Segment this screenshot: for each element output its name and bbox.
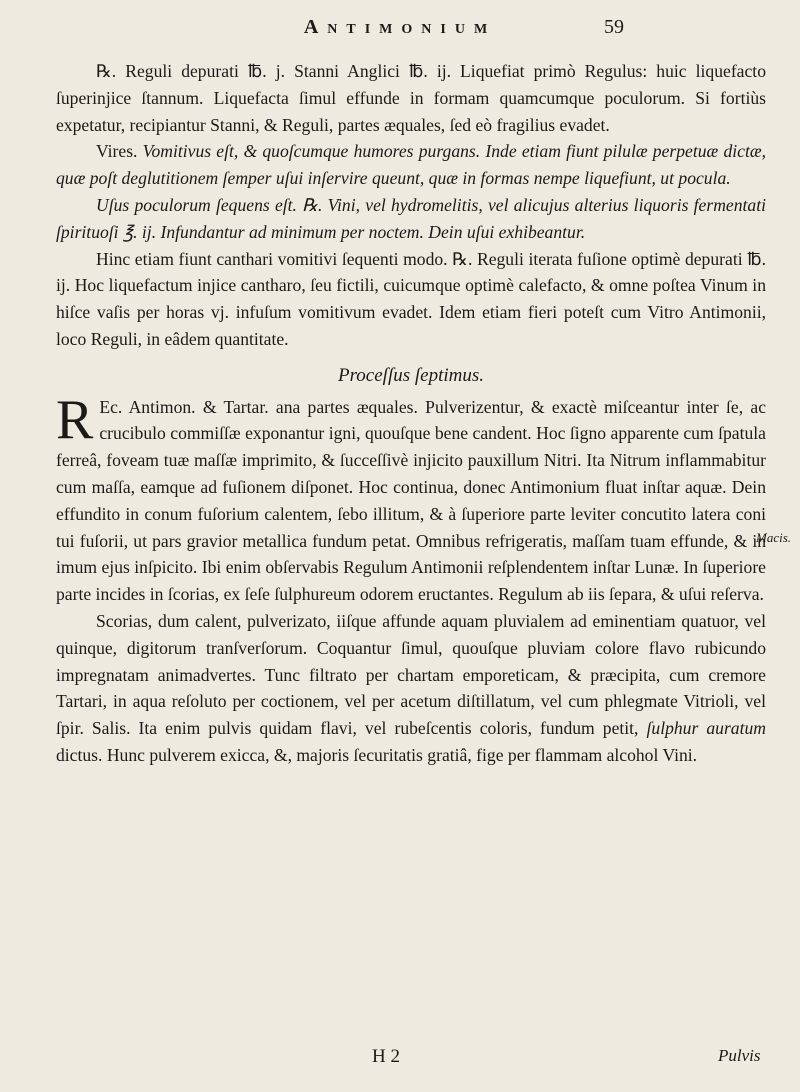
page-header <box>0 16 800 46</box>
paragraph-usus: Uſus poculorum ſequens eſt. ℞. Vini, vel hydromelitis, vel alicujus alterius liquoris fermentati ſpirituoſi ℥. ij. Infundantur ad minimum per noctem. Dein uſui exhibeantur. <box>56 194 766 242</box>
scorias-text-start: Scorias, dum calent, pulverizato, iiſque affunde aquam pluvialem ad eminentiam quatuor, vel quinque, digitorum tranſverſorum. Coquantur ſimul, quouſque pluviam colore flavo rubicundo impregnatam animadvertes. Tunc filtrato per chartam emporeticam, & præcipita, cum cremore Tartari, in aqua reſoluto per coctionem, vel per acetum diſtillatum, vel cum phlegmate Vitrioli, vel ſpir. Salis. Ita enim pulvis quidam flavi, vel rubeſcentis coloris, fundum petit, <box>56 610 766 739</box>
paragraph-vires <box>56 138 766 192</box>
paragraph-recipe: ℞. Reguli depurati ℔. j. Stanni Anglici ℔. ij. Liquefiat primò Regulus: huic liquefacto ſuperinjice ſtannum. Liquefacta ſimul effunde in formam quamcumque poculorum. Si fortiùs expetatur, recipiantur Stanni, & Reguli, partes æquales, ſed eò fragilius evadet. <box>56 61 766 135</box>
scorias-italic: ſulphur auratum <box>646 718 766 739</box>
signature-mark: H 2 <box>372 1046 400 1067</box>
section-title: Proceſſus ſeptimus. <box>338 364 484 386</box>
margin-note: Macis. <box>756 530 792 545</box>
body-text <box>56 58 766 769</box>
drop-cap: R <box>56 388 94 451</box>
paragraph-process <box>56 388 766 608</box>
paragraph-canthari: Hinc etiam fiunt canthari vomitivi ſequenti modo. ℞. Reguli iterata fuſione optimè depurati ℔. ij. Hoc liquefactum injice cantharo, ſeu fictili, cuicumque optimè calefacto, & omne poſtea Vinum in hiſce vaſis per horas vj. infuſum vomitivum evadet. Idem etiam fieri poteſt cum Vitro Antimonii, loco Reguli, in eâdem quantitate. <box>56 248 766 349</box>
process-text: Ec. Antimon. & Tartar. ana partes æquales. Pulverizentur, & exactè miſceantur inter ſe, ac crucibulo commiſſæ exponantur igni, quouſque bene candent. Hoc ſigno apparente cum ſpatula ferreâ, foveam tuæ maſſæ imprimito, & ſucceſſivè injicito pauxillum Nitri. Ita Nitrum inflammabitur cum maſſa, eamque ad fuſionem diſponet. Hoc continua, donec Antimonium fluat inſtar aquæ. Dein effundito in conum fuſorium calentem, ſebo illitum, & à ſuperiore parte leviter concutito latera coni tui fuſorii, ut pars gravior metallica fundum petat. Omnibus refrigeratis, maſſam tuam effunde, & in imum ejus inſpicito. Ibi enim obſervabis Regulum Antimonii reſplendentem inſtar Lunæ. In ſuperiore parte incides in ſcorias, ex ſeſe ſulphureum odorem eructantes. Regulum ab iis ſepara, & uſui reſerva. <box>56 396 766 605</box>
catchword: Pulvis <box>718 1046 761 1065</box>
vires-text: Vomitivus eſt, & quoſcumque humores purgans. Inde etiam fiunt pilulæ perpetuæ dictæ, quæ poſt deglutitionem ſemper uſui inſervire queunt, quæ in formas nempe liquefiunt, ut pocula. <box>56 141 766 189</box>
running-title: Antimonium <box>303 16 497 38</box>
vires-label: Vires. <box>96 141 138 162</box>
paragraph-scorias <box>56 608 766 769</box>
page-number: 59 <box>604 16 624 38</box>
scorias-text-end: dictus. Hunc pulverem exicca, &, majoris ſecuritatis gratiâ, fige per flammam alcohol Vini. <box>56 744 698 765</box>
